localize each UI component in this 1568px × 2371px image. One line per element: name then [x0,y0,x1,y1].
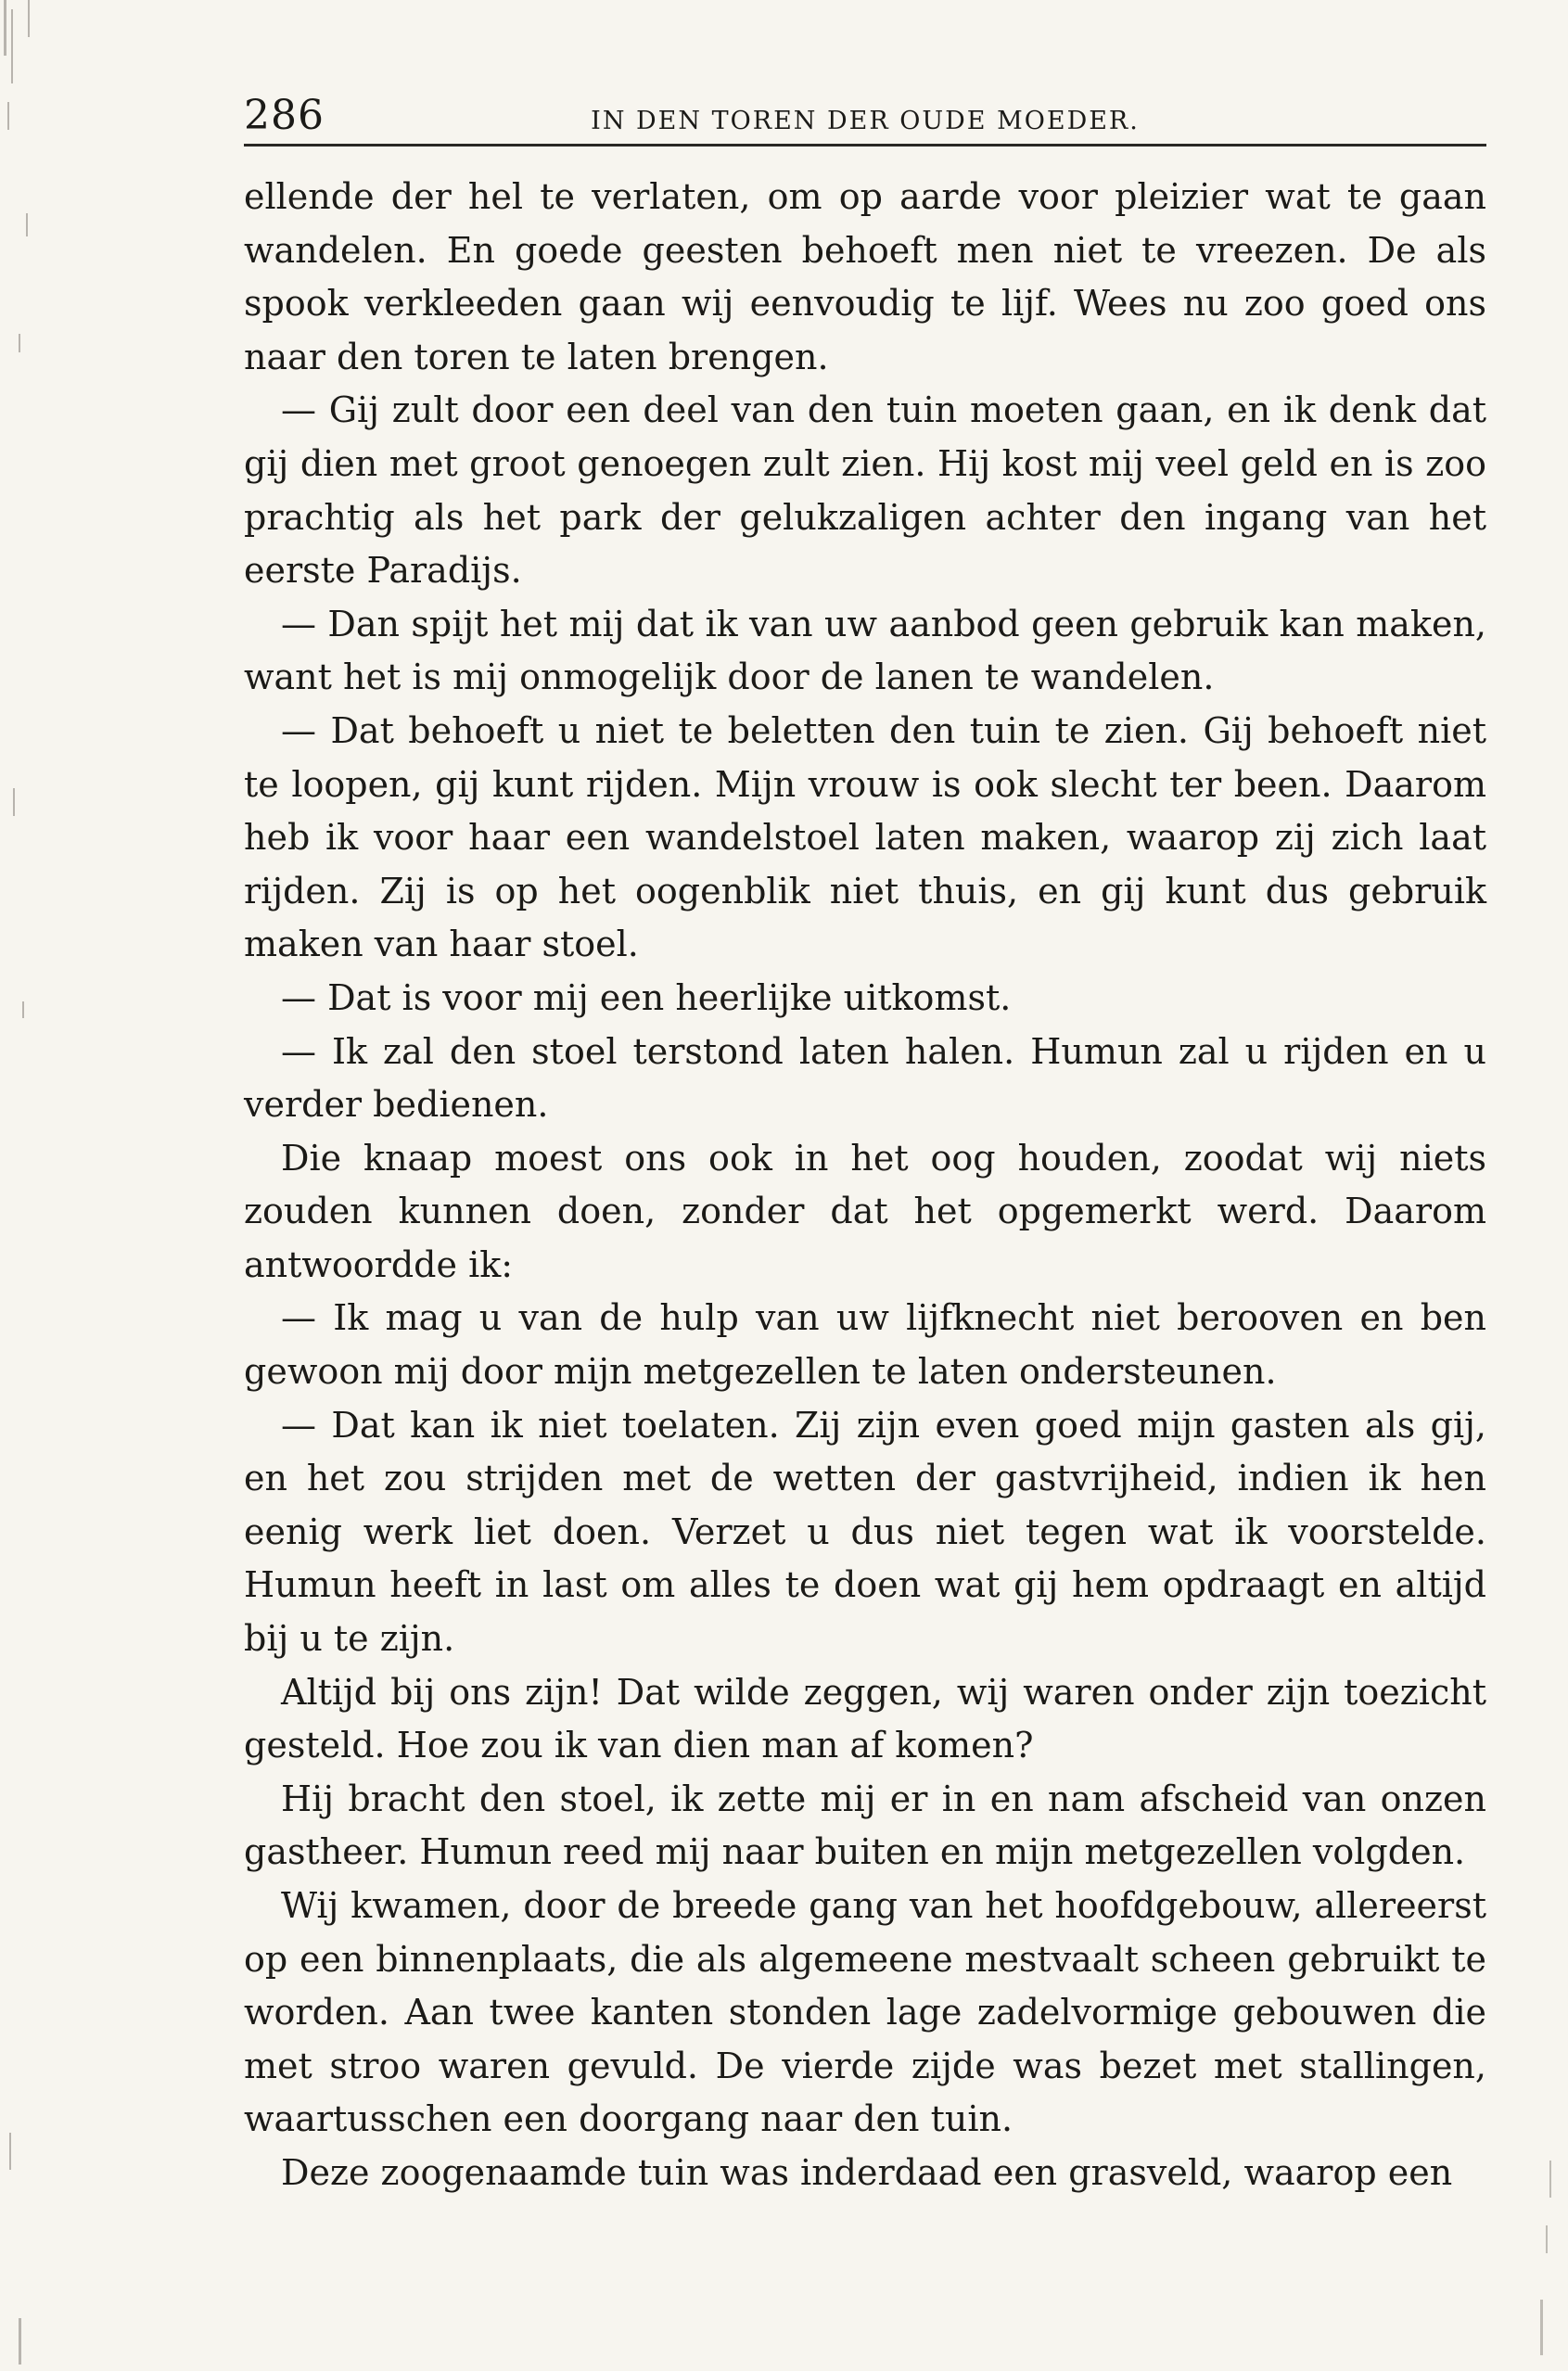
paragraph: — Gij zult door een deel van den tuin moeten gaan, en ik denk dat gij dien met groot genoegen zult zien. Hij kost mij veel geld en is zoo prachtig als het park der gelukzaligen achter den ingang van het eerste Paradijs. [244,389,1486,592]
body-text [244,171,1486,2200]
running-title: IN DEN TOREN DER OUDE MOEDER. [591,107,1140,135]
page-header [244,88,1486,147]
paragraph: — Ik mag u van de hulp van uw lijfknecht niet berooven en ben gewoon mij door mijn metgezellen te laten ondersteunen. [244,1297,1486,1393]
paragraph: — Dan spijt het mij dat ik van uw aanbod geen gebruik kan maken, want het is mij onmogelijk door de lanen te wandelen. [244,603,1486,698]
paragraph: — Ik zal den stoel terstond laten halen. Humun zal u rijden en u verder bedienen. [244,1030,1486,1126]
paragraph: — Dat behoeft u niet te beletten den tuin te zien. Gij behoeft niet te loopen, gij kunt rijden. Mijn vrouw is ook slecht ter been. Daarom heb ik voor haar een wandelstoel laten maken, waarop zij zich laat rijden. Zij is op het oogenblik niet thuis, en gij kunt dus gebruik maken van haar stoel. [244,709,1486,965]
book-page [244,88,1486,2200]
paragraph: Die knaap moest ons ook in het oog houden, zoodat wij niets zouden kunnen doen, zonder dat het opgemerkt werd. Daarom antwoordde ik: [244,1137,1486,1285]
paragraph: — Dat is voor mij een heerlijke uitkomst. [281,976,1012,1018]
page-number: 286 [244,92,325,139]
paragraph: Altijd bij ons zijn! Dat wilde zeggen, wij waren onder zijn toezicht gesteld. Hoe zou ik van dien man af komen? [244,1671,1486,1766]
paragraph: Deze zoogenaamde tuin was inderdaad een grasveld, waarop een [281,2151,1453,2193]
paragraph: — Dat kan ik niet toelaten. Zij zijn even goed mijn gasten als gij, en het zou strijden met de wetten der gastvrijheid, indien ik hen eenig werk liet doen. Verzet u dus niet tegen wat ik voorstelde. Humun heeft in last om alles te doen wat gij hem opdraagt en altijd bij u te zijn. [244,1404,1486,1660]
right-margin-scan-marks [1531,0,1568,2371]
paragraph: ellende der hel te verlaten, om op aarde voor pleizier wat te gaan wandelen. En goede geesten behoeft men niet te vreezen. De als spook verkleeden gaan wij eenvoudig te lijf. Wees nu zoo goed ons naar den toren te laten brengen. [244,176,1486,377]
paragraph: Wij kwamen, door de breede gang van het hoofdgebouw, allereerst op een binnenplaats, die als algemeene mestvaalt scheen gebruikt te worden. Aan twee kanten stonden lage zadelvormige gebouwen die met stroo waren gevuld. De vierde zijde was bezet met stallingen, waartusschen een doorgang naar den tuin. [244,1885,1486,2140]
left-margin-scan-marks [0,0,65,2371]
paragraph: Hij bracht den stoel, ik zette mij er in en nam afscheid van onzen gastheer. Humun reed mij naar buiten en mijn metgezellen volgden. [244,1778,1486,1873]
